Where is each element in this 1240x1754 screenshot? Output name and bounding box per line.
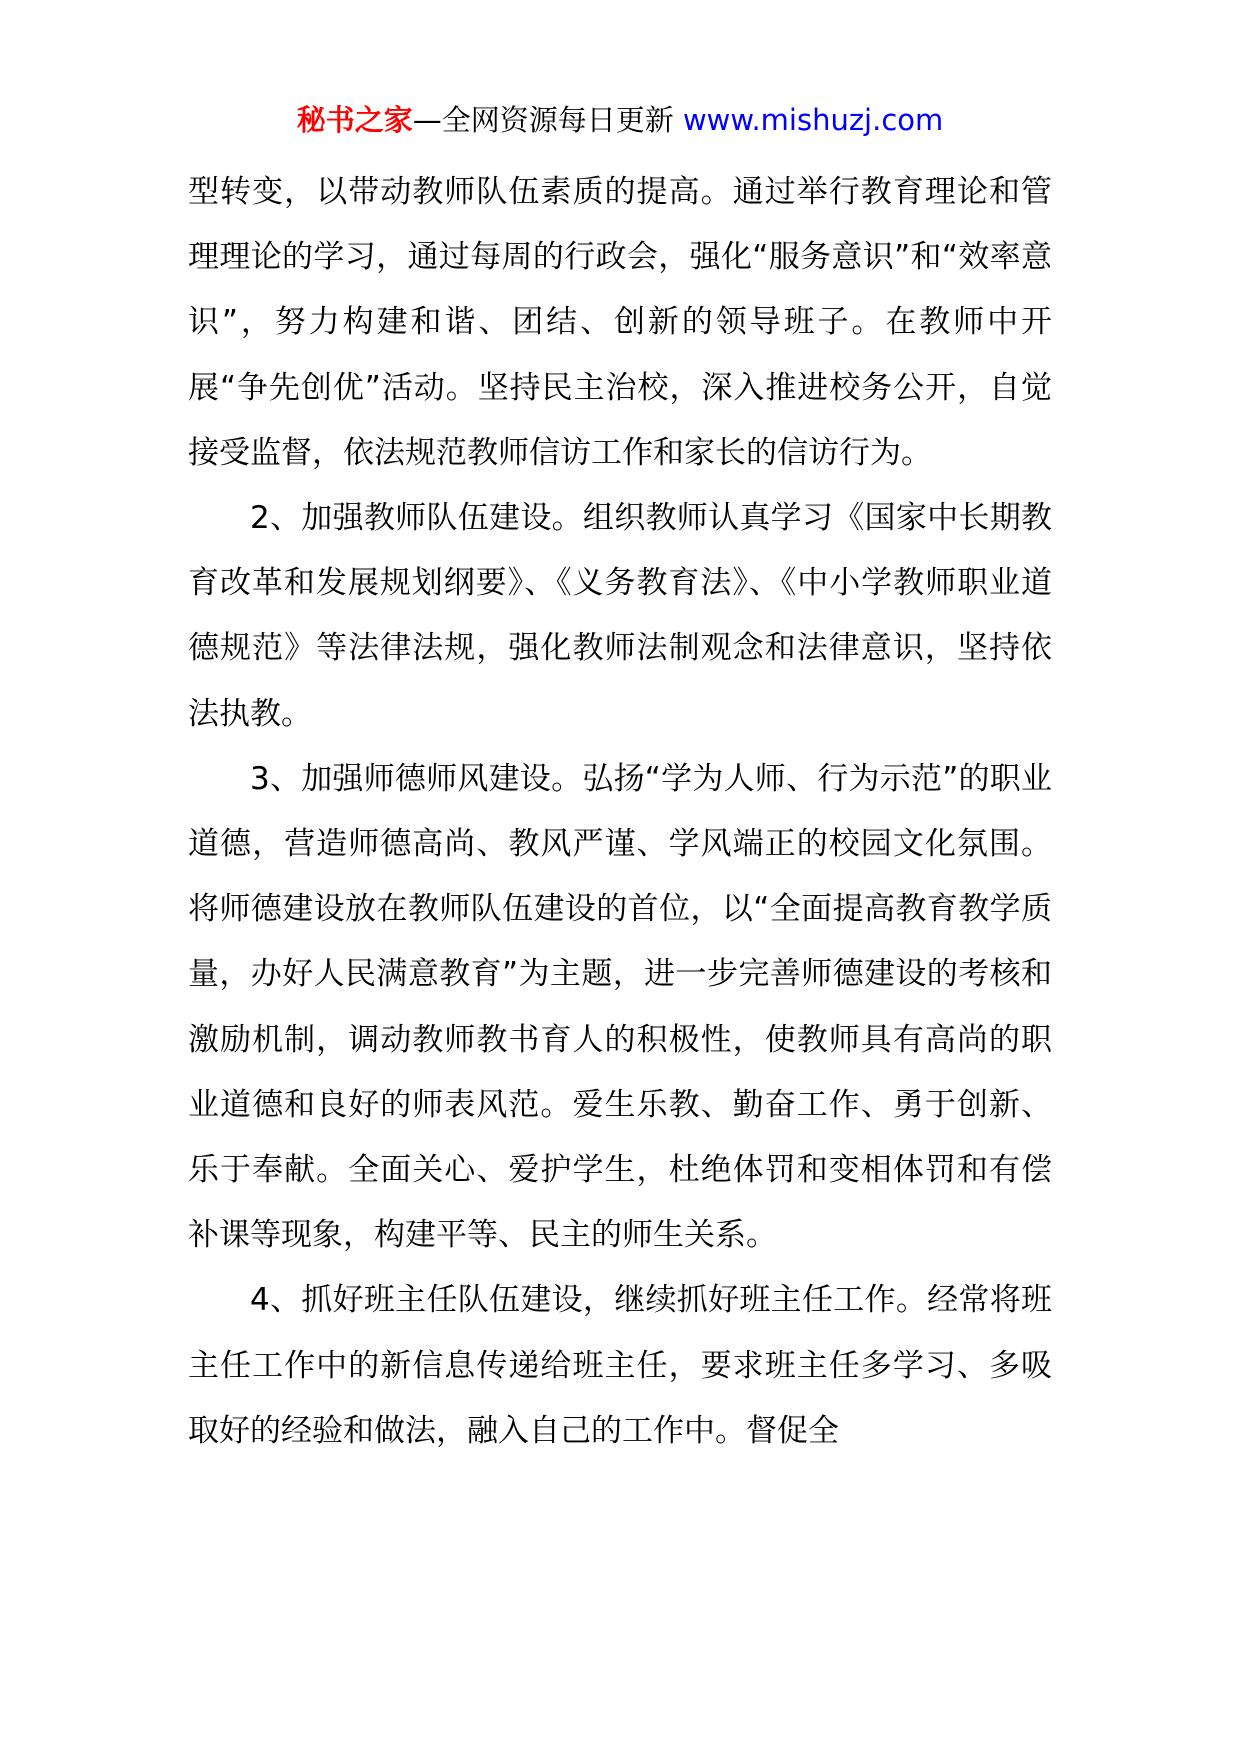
paragraph-teacher-team: 2、加强教师队伍建设。组织教师认真学习《国家中长期教育改革和发展规划纲要》、《义务教育法》、《中小学教师职业道德规范》等法律法规，强化教师法制观念和法律意识，坚持依法执教。: [188, 500, 1052, 732]
page-header: [0, 100, 1240, 140]
document-body: [188, 160, 1052, 1464]
header-tagline: —全网资源每日更新: [412, 103, 674, 137]
paragraph-continuation: 型转变，以带动教师队伍素质的提高。通过举行教育理论和管理理论的学习，通过每周的行政会，强化“服务意识”和“效率意识”，努力构建和谐、团结、创新的领导班子。在教师中开展“争先创优”活动。坚持民主治校，深入推进校务公开，自觉接受监督，依法规范教师信访工作和家长的信访行为。: [188, 174, 1052, 471]
website-link[interactable]: www.mishuzj.com: [682, 103, 944, 137]
paragraph-class-teacher: 4、抓好班主任队伍建设，继续抓好班主任工作。经常将班主任工作中的新信息传递给班主任，要求班主任多学习、多吸取好的经验和做法，融入自己的工作中。督促全: [188, 1282, 1052, 1449]
paragraph-teacher-ethics: 3、加强师德师风建设。弘扬“学为人师、行为示范”的职业道德，营造师德高尚、教风严谨、学风端正的校园文化氛围。将师德建设放在教师队伍建设的首位，以“全面提高教育教学质量，办好人民满意教育”为主题，进一步完善师德建设的考核和激励机制，调动教师教书育人的积极性，使教师具有高尚的职业道德和良好的师表风范。爱生乐教、勤奋工作、勇于创新、乐于奉献。全面关心、爱护学生，杜绝体罚和变相体罚和有偿补课等现象，构建平等、民主的师生关系。: [188, 760, 1052, 1254]
brand-name: 秘书之家: [296, 103, 413, 137]
